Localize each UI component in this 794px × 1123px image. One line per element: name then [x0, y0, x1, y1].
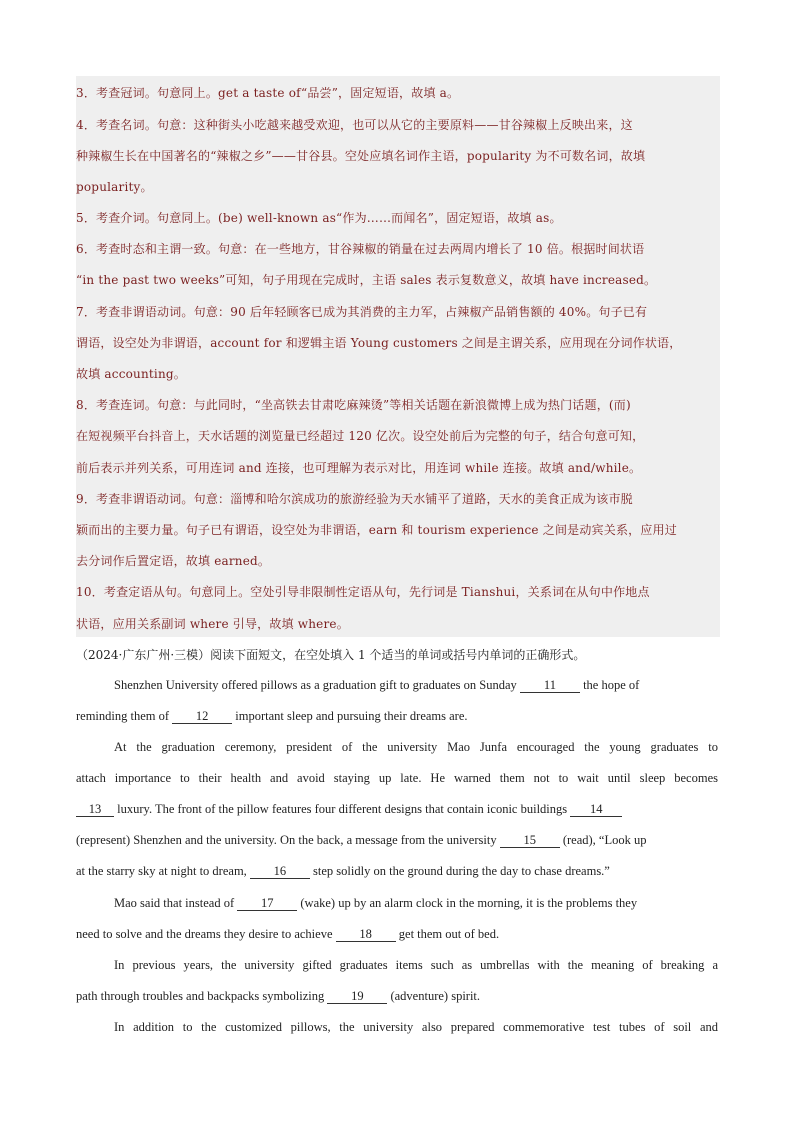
blank-17: 17 — [237, 897, 297, 911]
passage-text: the hope of — [583, 678, 640, 692]
answer-line: 8．考查连词。句意：与此同时，“坐高铁去甘肃吃麻辣烫”等相关话题在新浪微博上成为热门话题，(而) — [76, 398, 631, 412]
passage-line: attach importance to their health and avoid staying up late. He warned them not to wait until sleep becomes — [76, 771, 718, 785]
passage-line — [76, 802, 718, 817]
passage-line — [76, 678, 718, 693]
passage-text: reminding them of — [76, 709, 170, 723]
passage-line: In addition to the customized pillows, the university also prepared commemorative test tubes of soil and — [114, 1020, 718, 1034]
answer-line: 前后表示并列关系，可用连词 and 连接，也可理解为表示对比，用连词 while 连接。故填 and/while。 — [76, 461, 642, 475]
blank-14: 14 — [570, 803, 622, 817]
blank-19: 19 — [327, 990, 387, 1004]
passage-line — [76, 833, 718, 848]
passage-line — [76, 927, 718, 942]
passage-text: (represent) Shenzhen and the university. On the back, a message from the university — [76, 833, 497, 847]
passage-text: (adventure) spirit. — [390, 989, 481, 1003]
answer-line: 谓语，设空处为非谓语，account for 和逻辑主语 Young customers 之间是主谓关系，应用现在分词作状语， — [76, 336, 682, 350]
passage-line — [76, 989, 718, 1004]
passage-text: need to solve and the dreams they desire to achieve — [76, 927, 333, 941]
passage-text: important sleep and pursuing their dreams are. — [235, 709, 468, 723]
blank-12: 12 — [172, 710, 232, 724]
passage-line — [76, 896, 718, 911]
answer-line: 去分词作后置定语，故填 earned。 — [76, 554, 271, 568]
answer-line: 5．考查介词。句意同上。(be) well-known as“作为……而闻名”，固定短语，故填 as。 — [76, 211, 562, 225]
passage-text: path through troubles and backpacks symbolizing — [76, 989, 325, 1003]
blank-15: 15 — [500, 834, 560, 848]
answer-line: 9．考查非谓语动词。句意：淄博和哈尔滨成功的旅游经验为天水铺平了道路，天水的美食正成为该市脱 — [76, 492, 633, 506]
question-source-line: （2024·广东广州·三模）阅读下面短文，在空处填入 1 个适当的单词或括号内单词的正确形式。 — [76, 648, 586, 662]
passage-text: step solidly on the ground during the day to chase dreams.” — [313, 864, 610, 878]
passage-line: In previous years, the university gifted graduates items such as umbrellas with the meaning of breaking a — [114, 958, 718, 972]
passage-text: Mao said that instead of — [114, 896, 235, 910]
answer-line: 3．考查冠词。句意同上。get a taste of“品尝”，固定短语，故填 a。 — [76, 86, 460, 100]
blank-13: 13 — [76, 803, 114, 817]
passage-line — [76, 864, 718, 879]
answer-line: 7．考查非谓语动词。句意：90 后年轻顾客已成为其消费的主力军，占辣椒产品销售额的 40%。句子已有 — [76, 305, 648, 319]
blank-16: 16 — [250, 865, 310, 879]
passage-line — [76, 709, 718, 724]
passage-text: Shenzhen University offered pillows as a graduation gift to graduates on Sunday — [114, 678, 517, 692]
answer-line: 在短视频平台抖音上，天水话题的浏览量已经超过 120 亿次。设空处前后为完整的句子，结合句意可知， — [76, 429, 645, 443]
answer-line: 颖而出的主要力量。句子已有谓语，设空处为非谓语，earn 和 tourism experience 之间是动宾关系，应用过 — [76, 523, 677, 537]
answer-line: “in the past two weeks”可知，句子用现在完成时，主语 sales 表示复数意义，故填 have increased。 — [76, 273, 657, 287]
answer-line: 10．考查定语从句。句意同上。空处引导非限制性定语从句，先行词是 Tianshui，关系词在从句中作地点 — [76, 585, 650, 599]
passage-text: (wake) up by an alarm clock in the morning, it is the problems they — [300, 896, 638, 910]
answer-line: 状语，应用关系副词 where 引导，故填 where。 — [76, 617, 349, 631]
answer-line: 6．考查时态和主谓一致。句意：在一些地方，甘谷辣椒的销量在过去两周内增长了 10 倍。根据时间状语 — [76, 242, 645, 256]
blank-18: 18 — [336, 928, 396, 942]
passage-line: At the graduation ceremony, president of the university Mao Junfa encouraged the young graduates to — [114, 740, 718, 754]
passage-text: luxury. The front of the pillow features four different designs that contain iconic buildings — [117, 802, 568, 816]
answer-line: 种辣椒生长在中国著名的“辣椒之乡”——甘谷县。空处应填名词作主语，popularity 为不可数名词，故填 — [76, 149, 646, 163]
blank-11: 11 — [520, 679, 580, 693]
passage-text: get them out of bed. — [398, 927, 500, 941]
passage-text: (read), “Look up — [562, 833, 647, 847]
answer-line: popularity。 — [76, 180, 153, 194]
answer-line: 故填 accounting。 — [76, 367, 186, 381]
answer-line: 4．考查名词。句意：这种街头小吃越来越受欢迎，也可以从它的主要原料——甘谷辣椒上反映出来，这 — [76, 118, 633, 132]
passage-text: at the starry sky at night to dream, — [76, 864, 247, 878]
